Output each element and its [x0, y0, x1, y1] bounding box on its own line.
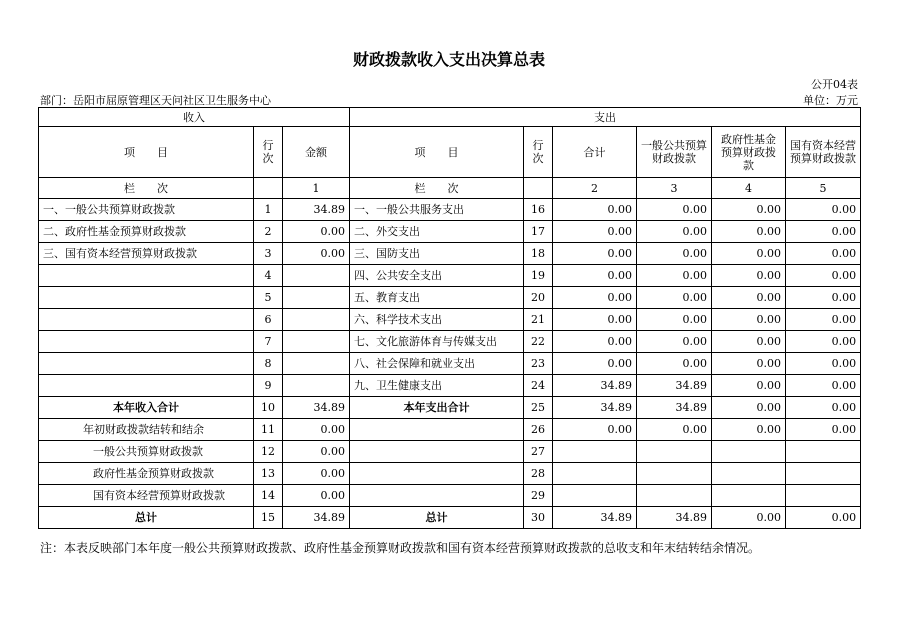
expense-lan-line — [524, 178, 553, 199]
expense-capital-cell: 0.00 — [786, 375, 861, 397]
income-item-header: 项 目 — [39, 127, 254, 178]
income-line-cell: 7 — [254, 331, 283, 353]
income-item-cell — [39, 375, 254, 397]
table-row — [39, 485, 861, 507]
expense-fund-cell: 0.00 — [712, 419, 786, 441]
expense-item-header: 项 目 — [350, 127, 524, 178]
income-amount-cell — [283, 287, 350, 309]
expense-capital-cell: 0.00 — [786, 243, 861, 265]
expense-fund-cell: 0.00 — [712, 221, 786, 243]
expense-total-cell: 0.00 — [553, 331, 637, 353]
income-item-cell: 本年收入合计 — [39, 397, 254, 419]
income-amount-cell: 0.00 — [283, 243, 350, 265]
footnote: 注：本表反映部门本年度一般公共预算财政拨款、政府性基金预算财政拨款和国有资本经营预算财政拨款的总收支和年末结转结余情况。 — [40, 541, 761, 555]
unit-label: 单位：万元 — [803, 94, 858, 107]
expense-general-cell: 0.00 — [637, 419, 712, 441]
expense-line-cell: 27 — [524, 441, 553, 463]
table-row — [39, 441, 861, 463]
expense-fund-cell — [712, 463, 786, 485]
expense-fund-cell: 0.00 — [712, 507, 786, 529]
income-amount-cell — [283, 309, 350, 331]
expense-item-cell: 一、一般公共服务支出 — [350, 199, 524, 221]
expense-capital-cell: 0.00 — [786, 199, 861, 221]
expense-fund-cell: 0.00 — [712, 353, 786, 375]
expense-line-cell: 26 — [524, 419, 553, 441]
income-lan-label: 栏 次 — [39, 178, 254, 199]
income-line-cell: 9 — [254, 375, 283, 397]
expense-capital-cell — [786, 485, 861, 507]
expense-header: 支出 — [350, 108, 861, 127]
income-item-cell: 一、一般公共预算财政拨款 — [39, 199, 254, 221]
expense-item-cell: 七、文化旅游体育与传媒支出 — [350, 331, 524, 353]
expense-total-cell: 0.00 — [553, 419, 637, 441]
income-item-cell — [39, 353, 254, 375]
table-row — [39, 221, 861, 243]
table-row — [39, 309, 861, 331]
expense-total-cell: 0.00 — [553, 199, 637, 221]
expense-line-cell: 30 — [524, 507, 553, 529]
expense-general-cell: 34.89 — [637, 375, 712, 397]
table-body — [39, 199, 861, 529]
expense-fund-cell: 0.00 — [712, 243, 786, 265]
expense-fund-cell: 0.00 — [712, 265, 786, 287]
table-row — [39, 353, 861, 375]
expense-fund-cell: 0.00 — [712, 397, 786, 419]
expense-fund-cell: 0.00 — [712, 331, 786, 353]
expense-total-cell: 0.00 — [553, 243, 637, 265]
expense-general-header: 一般公共预算财政拨款 — [637, 127, 712, 178]
income-line-cell: 11 — [254, 419, 283, 441]
budget-table — [38, 107, 861, 529]
expense-capital-cell: 0.00 — [786, 507, 861, 529]
income-item-cell: 一般公共预算财政拨款 — [39, 441, 254, 463]
income-amount-cell: 0.00 — [283, 485, 350, 507]
expense-col-4: 4 — [712, 178, 786, 199]
income-item-cell — [39, 265, 254, 287]
expense-lan-label: 栏 次 — [350, 178, 524, 199]
expense-general-cell: 0.00 — [637, 309, 712, 331]
expense-line-cell: 17 — [524, 221, 553, 243]
table-row — [39, 375, 861, 397]
expense-item-cell — [350, 419, 524, 441]
income-amount-cell — [283, 331, 350, 353]
expense-item-cell: 八、社会保障和就业支出 — [350, 353, 524, 375]
table-row — [39, 331, 861, 353]
income-amount-cell: 34.89 — [283, 507, 350, 529]
expense-item-cell: 本年支出合计 — [350, 397, 524, 419]
table-row — [39, 419, 861, 441]
expense-total-cell: 0.00 — [553, 353, 637, 375]
table-row — [39, 199, 861, 221]
income-line-cell: 13 — [254, 463, 283, 485]
income-item-cell — [39, 331, 254, 353]
expense-capital-cell: 0.00 — [786, 331, 861, 353]
income-item-cell: 国有资本经营预算财政拨款 — [39, 485, 254, 507]
expense-line-cell: 18 — [524, 243, 553, 265]
expense-line-cell: 29 — [524, 485, 553, 507]
department-label: 部门：岳阳市屈原管理区天问社区卫生服务中心 — [40, 94, 271, 107]
expense-general-cell: 0.00 — [637, 287, 712, 309]
expense-line-cell: 19 — [524, 265, 553, 287]
column-number-row — [39, 178, 861, 199]
expense-general-cell: 34.89 — [637, 397, 712, 419]
table-row — [39, 397, 861, 419]
expense-item-cell: 六、科学技术支出 — [350, 309, 524, 331]
expense-general-cell — [637, 485, 712, 507]
expense-item-cell: 五、教育支出 — [350, 287, 524, 309]
expense-general-cell: 34.89 — [637, 507, 712, 529]
income-line-header: 行次 — [254, 127, 283, 178]
expense-item-cell — [350, 485, 524, 507]
expense-total-cell: 34.89 — [553, 397, 637, 419]
form-number: 公开04表 — [811, 78, 858, 91]
expense-item-cell: 总计 — [350, 507, 524, 529]
income-item-cell: 总计 — [39, 507, 254, 529]
expense-general-cell: 0.00 — [637, 243, 712, 265]
income-col-1: 1 — [283, 178, 350, 199]
expense-fund-header: 政府性基金预算财政拨款 — [712, 127, 786, 178]
expense-item-cell: 四、公共安全支出 — [350, 265, 524, 287]
expense-line-header: 行次 — [524, 127, 553, 178]
income-line-cell: 6 — [254, 309, 283, 331]
income-item-cell: 政府性基金预算财政拨款 — [39, 463, 254, 485]
income-item-cell: 年初财政拨款结转和结余 — [39, 419, 254, 441]
expense-capital-cell — [786, 463, 861, 485]
income-amount-cell: 0.00 — [283, 419, 350, 441]
expense-line-cell: 20 — [524, 287, 553, 309]
table-row — [39, 265, 861, 287]
expense-fund-cell — [712, 485, 786, 507]
expense-line-cell: 21 — [524, 309, 553, 331]
expense-total-cell — [553, 463, 637, 485]
expense-total-cell: 0.00 — [553, 309, 637, 331]
expense-item-cell: 九、卫生健康支出 — [350, 375, 524, 397]
header-row-columns — [39, 127, 861, 178]
table-row — [39, 287, 861, 309]
expense-total-cell: 0.00 — [553, 221, 637, 243]
expense-line-cell: 16 — [524, 199, 553, 221]
income-amount-cell: 34.89 — [283, 397, 350, 419]
expense-capital-cell: 0.00 — [786, 397, 861, 419]
expense-capital-cell: 0.00 — [786, 309, 861, 331]
income-line-cell: 5 — [254, 287, 283, 309]
expense-item-cell: 三、国防支出 — [350, 243, 524, 265]
expense-general-cell: 0.00 — [637, 265, 712, 287]
expense-total-cell: 34.89 — [553, 507, 637, 529]
expense-general-cell — [637, 441, 712, 463]
expense-capital-header: 国有资本经营预算财政拨款 — [786, 127, 861, 178]
table-row — [39, 243, 861, 265]
expense-total-cell: 0.00 — [553, 287, 637, 309]
expense-line-cell: 22 — [524, 331, 553, 353]
income-line-cell: 1 — [254, 199, 283, 221]
income-line-cell: 10 — [254, 397, 283, 419]
income-amount-cell — [283, 375, 350, 397]
expense-capital-cell: 0.00 — [786, 287, 861, 309]
expense-total-header: 合计 — [553, 127, 637, 178]
income-line-cell: 4 — [254, 265, 283, 287]
table-row — [39, 463, 861, 485]
expense-general-cell — [637, 463, 712, 485]
expense-line-cell: 23 — [524, 353, 553, 375]
page-title: 财政拨款收入支出决算总表 — [352, 50, 545, 69]
income-item-cell: 三、国有资本经营预算财政拨款 — [39, 243, 254, 265]
expense-total-cell: 0.00 — [553, 265, 637, 287]
expense-general-cell: 0.00 — [637, 331, 712, 353]
income-item-cell — [39, 309, 254, 331]
income-amount-cell — [283, 265, 350, 287]
expense-total-cell — [553, 441, 637, 463]
expense-capital-cell — [786, 441, 861, 463]
expense-col-5: 5 — [786, 178, 861, 199]
income-line-cell: 2 — [254, 221, 283, 243]
income-line-cell: 15 — [254, 507, 283, 529]
expense-fund-cell — [712, 441, 786, 463]
expense-fund-cell: 0.00 — [712, 199, 786, 221]
expense-total-cell: 34.89 — [553, 375, 637, 397]
header-row-top — [39, 108, 861, 127]
expense-capital-cell: 0.00 — [786, 265, 861, 287]
income-amount-cell — [283, 353, 350, 375]
income-line-cell: 12 — [254, 441, 283, 463]
expense-total-cell — [553, 485, 637, 507]
income-amount-cell: 0.00 — [283, 463, 350, 485]
expense-general-cell: 0.00 — [637, 353, 712, 375]
expense-col-2: 2 — [553, 178, 637, 199]
income-line-cell: 14 — [254, 485, 283, 507]
expense-fund-cell: 0.00 — [712, 309, 786, 331]
income-lan-line — [254, 178, 283, 199]
income-amount-cell: 0.00 — [283, 441, 350, 463]
expense-line-cell: 25 — [524, 397, 553, 419]
income-line-cell: 3 — [254, 243, 283, 265]
expense-fund-cell: 0.00 — [712, 287, 786, 309]
income-item-cell — [39, 287, 254, 309]
expense-capital-cell: 0.00 — [786, 221, 861, 243]
income-amount-cell: 34.89 — [283, 199, 350, 221]
expense-capital-cell: 0.00 — [786, 419, 861, 441]
income-item-cell: 二、政府性基金预算财政拨款 — [39, 221, 254, 243]
expense-item-cell — [350, 441, 524, 463]
expense-general-cell: 0.00 — [637, 221, 712, 243]
expense-fund-cell: 0.00 — [712, 375, 786, 397]
expense-item-cell: 二、外交支出 — [350, 221, 524, 243]
expense-line-cell: 28 — [524, 463, 553, 485]
expense-item-cell — [350, 463, 524, 485]
income-amount-header: 金额 — [283, 127, 350, 178]
expense-capital-cell: 0.00 — [786, 353, 861, 375]
income-line-cell: 8 — [254, 353, 283, 375]
income-amount-cell: 0.00 — [283, 221, 350, 243]
income-header: 收入 — [39, 108, 350, 127]
expense-general-cell: 0.00 — [637, 199, 712, 221]
table-row — [39, 507, 861, 529]
expense-line-cell: 24 — [524, 375, 553, 397]
expense-col-3: 3 — [637, 178, 712, 199]
